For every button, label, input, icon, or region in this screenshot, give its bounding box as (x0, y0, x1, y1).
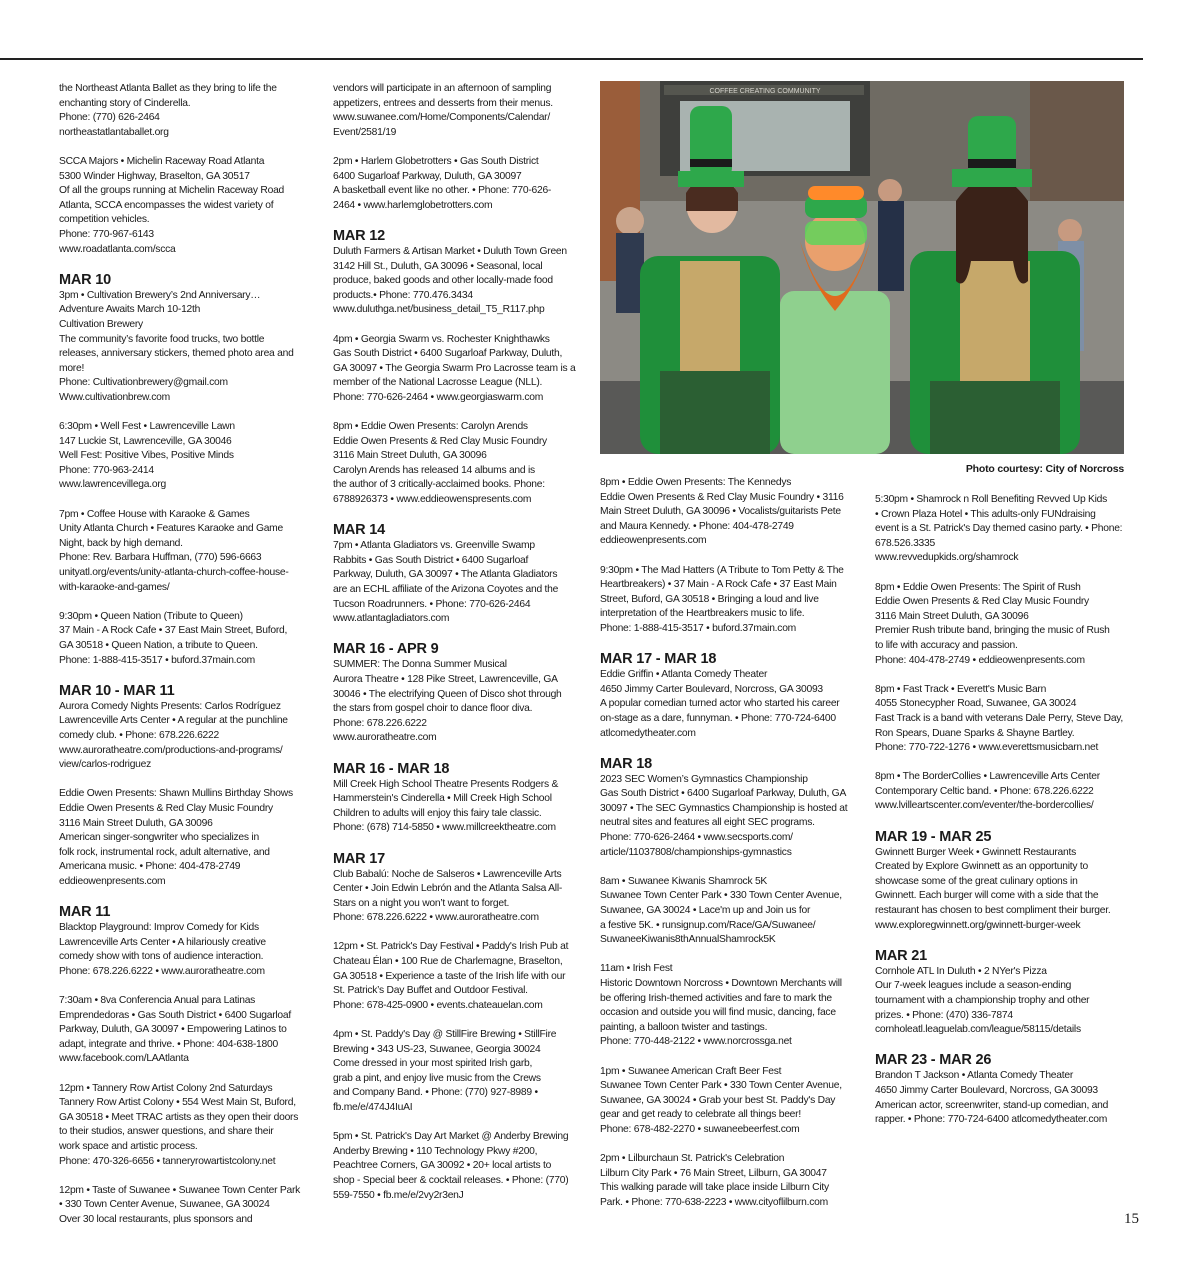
column-3 (600, 476, 860, 1225)
event-listing: 9:30pm • Queen Nation (Tribute to Queen) 37 Main - A Rock Cafe • 37 East Main Street, Buford, GA 30518 • Queen Nation, a tribute to Queen. Phone: 1-888-415-3517 • buford.37main.com (59, 610, 288, 666)
event-listing: Brandon T Jackson • Atlanta Comedy Theater 4650 Jimmy Carter Boulevard, Norcross, GA 30093 American actor, screenwriter, stand-up comedian, and rapper. • Phone: 770-724-6400 atlcomedytheater.com (875, 1070, 1109, 1126)
svg-text:COFFEE CREATING COMMUNITY: COFFEE CREATING COMMUNITY (709, 88, 821, 95)
photo-st-patricks-costumes (600, 81, 1124, 454)
event-listing: Club Babalú: Noche de Salseros • Lawrenceville Arts Center • Join Edwin Lebrón and the Atlanta Salsa All- Stars on a night you won’t want to forget. Phone: 678.226.6222 • www.auroratheatre.com (333, 868, 563, 924)
event-listing: 1pm • Suwanee American Craft Beer Fest Suwanee Town Center Park • 330 Town Center Avenue, Suwanee, GA 30024 • Grab your best St. Paddy's Day gear and get ready to celebrate all things beer! Phone: 678-482-2270 • suwaneebeerfest.com (600, 1065, 842, 1135)
date-heading: MAR 23 - MAR 26 (875, 1052, 992, 1069)
event-listing: 8am • Suwanee Kiwanis Shamrock 5K Suwanee Town Center Park • 330 Town Center Avenue, Suwanee, GA 30024 • Lace'm up and Join us for a festive 5K. • runsignup.com/Race/GA/Suwanee/ SuwaneeKiwanis8thAnnualShamrock5K (600, 875, 842, 946)
date-heading: MAR 16 - APR 9 (333, 641, 439, 658)
event-listing: 8pm • The BorderCollies • Lawrenceville Arts Center Contemporary Celtic band. • Phone: 678.226.6222 www.lvilleartscenter.com/eventer/the-bordercollies/ (875, 771, 1100, 812)
column-2 (333, 82, 589, 1218)
event-listing: 2pm • Harlem Globetrotters • Gas South District 6400 Sugarloaf Parkway, Duluth, GA 30097 A basketball event like no other. • Phone: 770-626- 2464 • www.harlemglobetrotters.com (333, 155, 552, 211)
event-listing: 4pm • St. Paddy's Day @ StillFire Brewing • StillFire Brewing • 343 US-23, Suwanee, Georgia 30024 Come dressed in your most spirited Irish garb, grab a pint, and enjoy live music from the Crews and Company Band. • Phone: (770) 927-8989 • fb.me/e/474J4IuAI (333, 1029, 557, 1113)
event-listing: the Northeast Atlanta Ballet as they bring to life the enchanting story of Cinderella. Phone: (770) 626-2464 northeastatlantaballet.org (59, 83, 277, 138)
event-listing: Eddie Griffin • Atlanta Comedy Theater 4650 Jimmy Carter Boulevard, Norcross, GA 30093 A popular comedian turned actor who started his career on-stage as a dare, funnyman. • Phone: 770-724-6400 atlcomedytheater.com (600, 669, 840, 739)
event-listing: 3pm • Cultivation Brewery’s 2nd Anniversary… Adventure Awaits March 10-12th Cultivation Brewery The community’s favorite food trucks, two bottle releases, anniversary stickers, themed photo area and more! Phone: Cultivationbrewery@gmail.com Www.cultivationbrew.com (59, 289, 294, 403)
event-listing: Eddie Owen Presents: Shawn Mullins Birthday Shows Eddie Owen Presents & Red Clay Music Foundry 3116 Main Street Duluth, GA 30096 American singer-songwriter who specializes in folk rock, instrumental rock, adult alternative, and Americana music. • Phone: 404-478-2749 eddieowenpresents.com (59, 788, 293, 887)
photo-credit: Photo courtesy: City of Norcross (965, 463, 1124, 475)
event-listing: 2pm • Lilburchaun St. Patrick's Celebration Lilburn City Park • 76 Main Street, Lilburn, GA 30047 This walking parade will take place inside Lilburn City Park. • Phone: 770-638-2223 • www.cityoflilburn.com (600, 1153, 829, 1208)
event-listing: Gwinnett Burger Week • Gwinnett Restaurants Created by Explore Gwinnett as an opportunity to showcase some of the great culinary options in Gwinnett. Each burger will come with a side that the restaurant has chosen to best compliment their burger. www.exploregwinnett.org/gwinnett-burger-week (875, 846, 1111, 931)
date-heading: MAR 10 (59, 271, 111, 288)
event-listing: SUMMER: The Donna Summer Musical Aurora Theatre • 128 Pike Street, Lawrenceville, GA 30046 • The electrifying Queen of Disco shot through the stars from gospel choir to dance floor diva. Phone: 678.226.6222 www.auroratheatre.com (333, 659, 562, 744)
event-listing: Mill Creek High School Theatre Presents Rodgers & Hammerstein's Cinderella • Mill Creek High School Children to adults will enjoy this fairy tale classic. Phone: (678) 714-5850 • www.millcreektheatre.com (333, 778, 559, 834)
column-4 (875, 493, 1133, 1142)
event-listing: 7pm • Coffee House with Karaoke & Games Unity Atlanta Church • Features Karaoke and Game Night, back by high demand. Phone: Rev. Barbara Huffman, (770) 596-6663 unityatl.org/events/unity-atlanta-church-coffee-house- with-karaoke-and-games/ (59, 508, 289, 593)
event-listing: 7pm • Atlanta Gladiators vs. Greenville Swamp Rabbits • Gas South District • 6400 Sugarloaf Parkway, Duluth, GA 30097 • The Atlanta Gladiators are an ECHL affiliate of the Arizona Coyotes and the Tucson Roadrunners. • Phone: 770-626-2464 www.atlantagladiators.com (333, 540, 559, 625)
date-heading: MAR 21 (875, 947, 927, 964)
date-heading: MAR 16 - MAR 18 (333, 760, 450, 777)
event-listing: 12pm • Tannery Row Artist Colony 2nd Saturdays Tannery Row Artist Colony • 554 West Main St, Buford, GA 30518 • Meet TRAC artists as they open their doors to their studios, answer questions, and share their work space and artistic process. Phone: 470-326-6656 • tanneryrowartistcolony.net (59, 1082, 299, 1167)
date-heading: MAR 11 (59, 904, 111, 921)
event-listing: SCCA Majors • Michelin Raceway Road Atlanta 5300 Winder Highway, Braselton, GA 30517 Of all the groups running at Michelin Raceway Road Atlanta, SCCA encompasses the widest variety of competition vehicles. Phone: 770-967-6143 www.roadatlanta.com/scca (59, 155, 285, 255)
event-listing: 6:30pm • Well Fest • Lawrenceville Lawn 147 Luckie St, Lawrenceville, GA 30046 Well Fest: Positive Vibes, Positive Minds Phone: 770-963-2414 www.lawrencevillega.org (59, 421, 235, 491)
date-heading: MAR 12 (333, 227, 385, 244)
event-listing: 8pm • Eddie Owen Presents: Carolyn Arends Eddie Owen Presents & Red Clay Music Foundry 3116 Main Street Duluth, GA 30096 Carolyn Arends has released 14 albums and is the author of 3 critically-acclaimed books. Phone: 6788926373 • www.eddieowenspresents.com (333, 421, 547, 506)
event-listing: Aurora Comedy Nights Presents: Carlos Rodríguez Lawrenceville Arts Center • A regular at the punchline comedy club. • Phone: 678.226.6222 www.auroratheatre.com/productions-and-programs/ view/carlos-rodriguez (59, 700, 288, 771)
page-number: 15 (1124, 1211, 1139, 1227)
event-listing: 2023 SEC Women’s Gymnastics Championship Gas South District • 6400 Sugarloaf Parkway, Duluth, GA 30097 • The SEC Gymnastics Championship is hosted at neutral sites and features all eight SEC programs. Phone: 770-626-2464 • www.secsports.com/ article/11037808/championships-gymnastics (600, 773, 848, 858)
event-listing: 8pm • Eddie Owen Presents: The Kennedys Eddie Owen Presents & Red Clay Music Foundry • 3116 Main Street Duluth, GA 30096 • Vocalists/guitarists Pete and Maura Kennedy. • Phone: 404-478-2749 eddieowenpresents.com (600, 477, 844, 547)
date-heading: MAR 19 - MAR 25 (875, 828, 992, 845)
event-listing: 5:30pm • Shamrock n Roll Benefiting Revved Up Kids • Crown Plaza Hotel • This adults-only FUNdraising event is a St. Patrick's Day themed casino party. • Phone: 678.526.3335 www.revvedupkids.org/shamrock (875, 494, 1123, 564)
date-heading: MAR 17 (333, 850, 385, 867)
event-listing: Blacktop Playground: Improv Comedy for Kids Lawrenceville Arts Center • A hilariously creative comedy show with tons of audience interaction. Phone: 678.226.6222 • www.auroratheatre.com (59, 922, 266, 977)
event-listing: 8pm • Eddie Owen Presents: The Spirit of Rush Eddie Owen Presents & Red Clay Music Foundry 3116 Main Street Duluth, GA 30096 Premier Rush tribute band, bringing the music of Rush to life with accuracy and passion. Phone: 404-478-2749 • eddieowenpresents.com (875, 581, 1110, 666)
event-listing: 5pm • St. Patrick's Day Art Market @ Anderby Brewing Anderby Brewing • 110 Technology Pkwy #200, Peachtree Corners, GA 30092 • 20+ local artists to shop - Special beer & cocktail releases. • Phone: (770) 559-7550 • fb.me/e/2vy2r3enJ (333, 1131, 569, 1201)
date-heading: MAR 14 (333, 522, 385, 539)
event-listing: 11am • Irish Fest Historic Downtown Norcross • Downtown Merchants will be offering Irish-themed activities and fare to mark the occasion and outside you will find music, dancing, face painting, a balloon twister and tastings. Phone: 770-448-2122 • www.norcrossga.net (600, 963, 842, 1048)
top-rule (0, 58, 1143, 60)
date-heading: MAR 17 - MAR 18 (600, 651, 717, 668)
event-listing: 12pm • Taste of Suwanee • Suwanee Town Center Park • 330 Town Center Avenue, Suwanee, GA 30024 Over 30 local restaurants, plus sponsors and (59, 1184, 301, 1225)
event-listing: 7:30am • 8va Conferencia Anual para Latinas Emprendedoras • Gas South District • 6400 Sugarloaf Parkway, Duluth, GA 30097 • Empowering Latinos to adapt, integrate and thrive. • Phone: 404-638-1800 www.facebook.com/LAAtlanta (59, 995, 291, 1065)
event-listing: 9:30pm • The Mad Hatters (A Tribute to Tom Petty & The Heartbreakers) • 37 Main - A Rock Cafe • 37 East Main Street, Buford, GA 30518 • Bringing a loud and live interpretation of the Heartbreakers music to life. Phone: 1-888-415-3517 • buford.37main.com (600, 564, 844, 634)
column-1 (59, 82, 315, 1242)
date-heading: MAR 18 (600, 755, 652, 772)
event-listing: 12pm • St. Patrick's Day Festival • Paddy's Irish Pub at Chateau Élan • 100 Rue de Charlemagne, Braselton, GA 30518 • Experience a taste of the Irish life with our St. Patrick’s Day Buffet and Outdoor Festival. Phone: 678-425-0900 • events.chateauelan.com (333, 941, 569, 1011)
event-listing: 4pm • Georgia Swarm vs. Rochester Knighthawks Gas South District • 6400 Sugarloaf Parkway, Duluth, GA 30097 • The Georgia Swarm Pro Lacrosse team is a member of the National Lacrosse League (NLL). Phone: 770-626-2464 • www.georgiaswarm.com (333, 333, 576, 403)
event-listing: vendors will participate in an afternoon of sampling appetizers, entrees and desserts from their menus. www.suwanee.com/Home/Components/Calendar/ Event/2581/19 (333, 83, 553, 138)
event-listing: Duluth Farmers & Artisan Market • Duluth Town Green 3142 Hill St., Duluth, GA 30096 • Seasonal, local produce, baked goods and other locally-made food products.• Phone: 770.476.3434 www.duluthga.net/business_detail_T5_R117.php (333, 245, 567, 316)
date-heading: MAR 10 - MAR 11 (59, 682, 175, 699)
event-listing: Cornhole ATL In Duluth • 2 NYer's Pizza Our 7-week leagues include a season-ending tournament with a championship trophy and other prizes. • Phone: (470) 336-7874 cornholeatl.leaguelab.com/league/58115/details (875, 965, 1090, 1036)
event-listing: 8pm • Fast Track • Everett's Music Barn 4055 Stonecypher Road, Suwanee, GA 30024 Fast Track is a band with veterans Dale Perry, Steve Day, Ron Spears, Duane Sparks & Shayne Bartley. Phone: 770-722-1276 • www.everettsmusicbarn.net (875, 683, 1124, 754)
